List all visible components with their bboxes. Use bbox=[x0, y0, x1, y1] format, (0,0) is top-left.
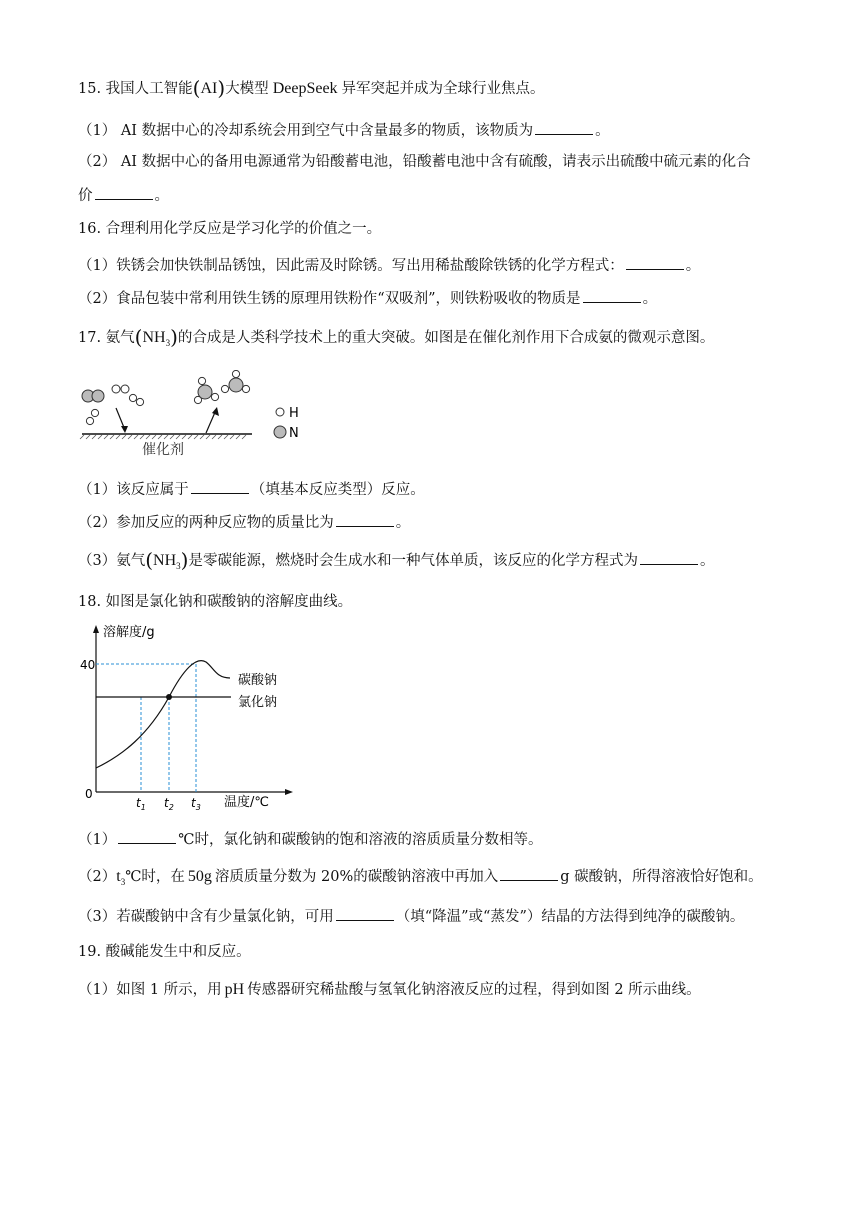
h-atom bbox=[112, 385, 120, 393]
q19-part1 bbox=[78, 980, 701, 1000]
q15-stem bbox=[78, 78, 545, 99]
hatch-mark bbox=[98, 435, 102, 439]
q17-part3-text-b: 是零碳能源，燃烧时会生成水和一种气体单质，该反应的化学方程式为 bbox=[188, 553, 638, 569]
answer-blank[interactable] bbox=[500, 866, 558, 881]
q18-part3 bbox=[78, 906, 744, 927]
q16-part2-text: （2）食品包装中常利用铁生锈的原理用铁粉作“双吸剂”，则铁粉吸收的物质是 bbox=[78, 291, 581, 307]
mass-value: 50g bbox=[187, 868, 212, 885]
close-paren: ) bbox=[180, 548, 189, 572]
ai-term: AI bbox=[200, 80, 218, 97]
q18-part2-text-a: （2） bbox=[78, 869, 117, 885]
q18-part1-text-b: ℃时，氯化钠和碳酸钠的饱和溶液的溶质质量分数相等。 bbox=[178, 832, 543, 848]
x-tick-t3: $t_3$ bbox=[191, 796, 201, 812]
q17-part1-end: （填基本反应类型）反应。 bbox=[250, 482, 425, 498]
hatch-mark bbox=[92, 435, 96, 439]
q19-part1-text-a: （1）如图 1 所示，用 bbox=[78, 982, 222, 998]
hatch-mark bbox=[152, 435, 156, 439]
q17-part3-text-a: （3）氨气 bbox=[78, 553, 146, 569]
h-atom bbox=[194, 396, 201, 403]
ammonia-synthesis-diagram bbox=[78, 370, 318, 465]
hatch-mark bbox=[170, 435, 174, 439]
h-atom bbox=[221, 385, 228, 392]
y-axis-label: 溶解度/g bbox=[103, 625, 155, 640]
q16-part1-text: （1）铁锈会加快铁制品锈蚀，因此需及时除锈。写出用稀盐酸除铁锈的化学方程式： bbox=[78, 258, 624, 274]
q18-part2-text-d: g 碳酸钠，所得溶液恰好饱和。 bbox=[560, 869, 763, 885]
q19-part1-text-b: 传感器研究稀盐酸与氢氧化钠溶液反应的过程，得到如图 2 所示曲线。 bbox=[247, 982, 701, 998]
intersection-point bbox=[166, 694, 172, 700]
q15-part2-end: 。 bbox=[154, 188, 169, 204]
q16-part2 bbox=[78, 288, 657, 309]
q16-part2-end: 。 bbox=[642, 291, 658, 307]
hatch-mark bbox=[164, 435, 168, 439]
q18-part3-text-b: （填“降温”或“蒸发”）结晶的方法得到纯净的碳酸钠。 bbox=[395, 909, 745, 925]
q18-part1 bbox=[78, 829, 542, 850]
hatch-mark bbox=[224, 435, 228, 439]
q15-part2-cont bbox=[78, 185, 169, 206]
series-na2co3-line bbox=[96, 661, 230, 768]
q15-number: 15. bbox=[78, 81, 102, 97]
x-tick-t2: $t_2$ bbox=[164, 796, 174, 812]
h-atom bbox=[121, 385, 129, 393]
hatch-mark bbox=[140, 435, 144, 439]
legend-h-symbol bbox=[276, 408, 284, 416]
open-paren: ( bbox=[145, 548, 154, 572]
arrow-down-head bbox=[121, 426, 128, 433]
h-atom bbox=[232, 370, 239, 377]
hatch-mark bbox=[110, 435, 114, 439]
q15-stem-text-a: 我国人工智能 bbox=[105, 81, 193, 97]
close-paren: ) bbox=[217, 76, 226, 100]
q17-part1-text: （1）该反应属于 bbox=[78, 482, 189, 498]
n-atom bbox=[229, 378, 243, 392]
q17-part2-end: 。 bbox=[395, 515, 411, 531]
q18-part2 bbox=[78, 866, 763, 892]
q18-part3-text-a: （3）若碳酸钠中含有少量氯化钠，可用 bbox=[78, 909, 334, 925]
q19-stem-text: 19. 酸碱能发生中和反应。 bbox=[78, 944, 251, 960]
legend-n-symbol bbox=[274, 426, 286, 438]
answer-blank[interactable] bbox=[535, 120, 593, 135]
q15-part2-text: （2） AI 数据中心的备用电源通常为铅酸蓄电池，铅酸蓄电池中含有硫酸，请表示出硫酸中硫元素的化合 bbox=[78, 154, 751, 170]
x-tick-t1: $t_1$ bbox=[136, 796, 146, 812]
hatch-mark bbox=[128, 435, 132, 439]
q16-stem bbox=[78, 219, 381, 239]
answer-blank[interactable] bbox=[626, 255, 684, 270]
answer-blank[interactable] bbox=[118, 829, 176, 844]
legend-h-label: H bbox=[289, 406, 299, 421]
q15-part2-text-b: 价 bbox=[78, 188, 93, 204]
hatch-mark bbox=[146, 435, 150, 439]
model-name: DeepSeek bbox=[272, 80, 338, 97]
x-axis-arrow bbox=[285, 789, 293, 795]
q15-part1-text: （1） AI 数据中心的冷却系统会用到空气中含量最多的物质，该物质为 bbox=[78, 123, 534, 139]
hatch-mark bbox=[80, 435, 84, 439]
h-atom bbox=[86, 417, 93, 424]
q16-part1-end: 。 bbox=[685, 258, 701, 274]
hatch-mark bbox=[242, 435, 246, 439]
legend-n-label: N bbox=[289, 426, 299, 441]
origin-label: 0 bbox=[85, 787, 93, 801]
q18-part2-text-b: ℃时，在 bbox=[125, 869, 185, 885]
hatch-mark bbox=[134, 435, 138, 439]
solubility-chart bbox=[78, 620, 298, 815]
n-atom bbox=[92, 390, 104, 402]
q16-part1 bbox=[78, 255, 700, 276]
q17-part3-end: 。 bbox=[699, 553, 715, 569]
answer-blank[interactable] bbox=[336, 512, 394, 527]
q15-part2 bbox=[78, 152, 751, 172]
hatch-mark bbox=[236, 435, 240, 439]
nh3-formula: $NH_3$ bbox=[142, 329, 171, 349]
h-atom bbox=[136, 398, 143, 405]
q17-stem-text-a: 17. 氨气 bbox=[78, 330, 135, 346]
answer-blank[interactable] bbox=[583, 288, 641, 303]
q17-stem bbox=[78, 327, 714, 353]
q15-part1 bbox=[78, 120, 610, 141]
series-nacl-label: 氯化钠 bbox=[238, 695, 278, 710]
series-na2co3-label: 碳酸钠 bbox=[238, 673, 278, 688]
hatch-mark bbox=[194, 435, 198, 439]
hatch-mark bbox=[212, 435, 216, 439]
y-axis-arrow bbox=[93, 625, 99, 633]
h-atom bbox=[91, 409, 98, 416]
h-atom bbox=[129, 394, 136, 401]
x-axis-label: 温度/℃ bbox=[224, 795, 269, 810]
open-paren: ( bbox=[192, 76, 201, 100]
surface-hatching bbox=[80, 435, 246, 439]
q17-part3 bbox=[78, 550, 714, 576]
catalyst-label: 催化剂 bbox=[142, 442, 184, 458]
hatch-mark bbox=[206, 435, 210, 439]
q19-stem bbox=[78, 942, 251, 962]
answer-blank[interactable] bbox=[95, 185, 153, 200]
q17-stem-text-b: 的合成是人类科学技术上的重大突破。如图是在催化剂作用下合成氨的微观示意图。 bbox=[177, 330, 715, 346]
hatch-mark bbox=[218, 435, 222, 439]
q15-part1-end: 。 bbox=[595, 123, 610, 139]
hatch-mark bbox=[122, 435, 126, 439]
h-atom bbox=[211, 393, 218, 400]
hatch-mark bbox=[182, 435, 186, 439]
y-tick-40: 40 bbox=[80, 658, 96, 672]
hatch-mark bbox=[116, 435, 120, 439]
ph-term: pH bbox=[224, 981, 245, 998]
q15-stem-text-b: 大模型 bbox=[225, 81, 269, 97]
close-paren: ) bbox=[170, 325, 178, 349]
q17-part2 bbox=[78, 512, 410, 533]
nh3-formula: $NH_3$ bbox=[153, 552, 181, 572]
q16-stem-text: 16. 合理利用化学反应是学习化学的价值之一。 bbox=[78, 221, 382, 237]
q18-part2-text-c: 溶质质量分数为 20%的碳酸钠溶液中再加入 bbox=[214, 869, 499, 885]
hatch-mark bbox=[200, 435, 204, 439]
t3-symbol: $t_3$ bbox=[116, 868, 126, 888]
h-atom bbox=[198, 377, 205, 384]
arrow-up-head bbox=[212, 407, 219, 416]
hatch-mark bbox=[230, 435, 234, 439]
hatch-mark bbox=[188, 435, 192, 439]
q17-part1 bbox=[78, 479, 425, 500]
q17-part2-text: （2）参加反应的两种反应物的质量比为 bbox=[78, 515, 334, 531]
answer-blank[interactable] bbox=[191, 479, 249, 494]
answer-blank[interactable] bbox=[336, 906, 394, 921]
h-atom bbox=[242, 385, 249, 392]
open-paren: ( bbox=[134, 325, 143, 349]
q15-stem-text-c: 异军突起并成为全球行业焦点。 bbox=[341, 81, 545, 97]
answer-blank[interactable] bbox=[640, 550, 698, 565]
q18-part1-text-a: （1） bbox=[78, 832, 117, 848]
hatch-mark bbox=[104, 435, 108, 439]
hatch-mark bbox=[86, 435, 90, 439]
q18-stem-text: 18. 如图是氯化钠和碳酸钠的溶解度曲线。 bbox=[78, 594, 353, 610]
q18-stem bbox=[78, 592, 352, 612]
hatch-mark bbox=[158, 435, 162, 439]
hatch-mark bbox=[176, 435, 180, 439]
